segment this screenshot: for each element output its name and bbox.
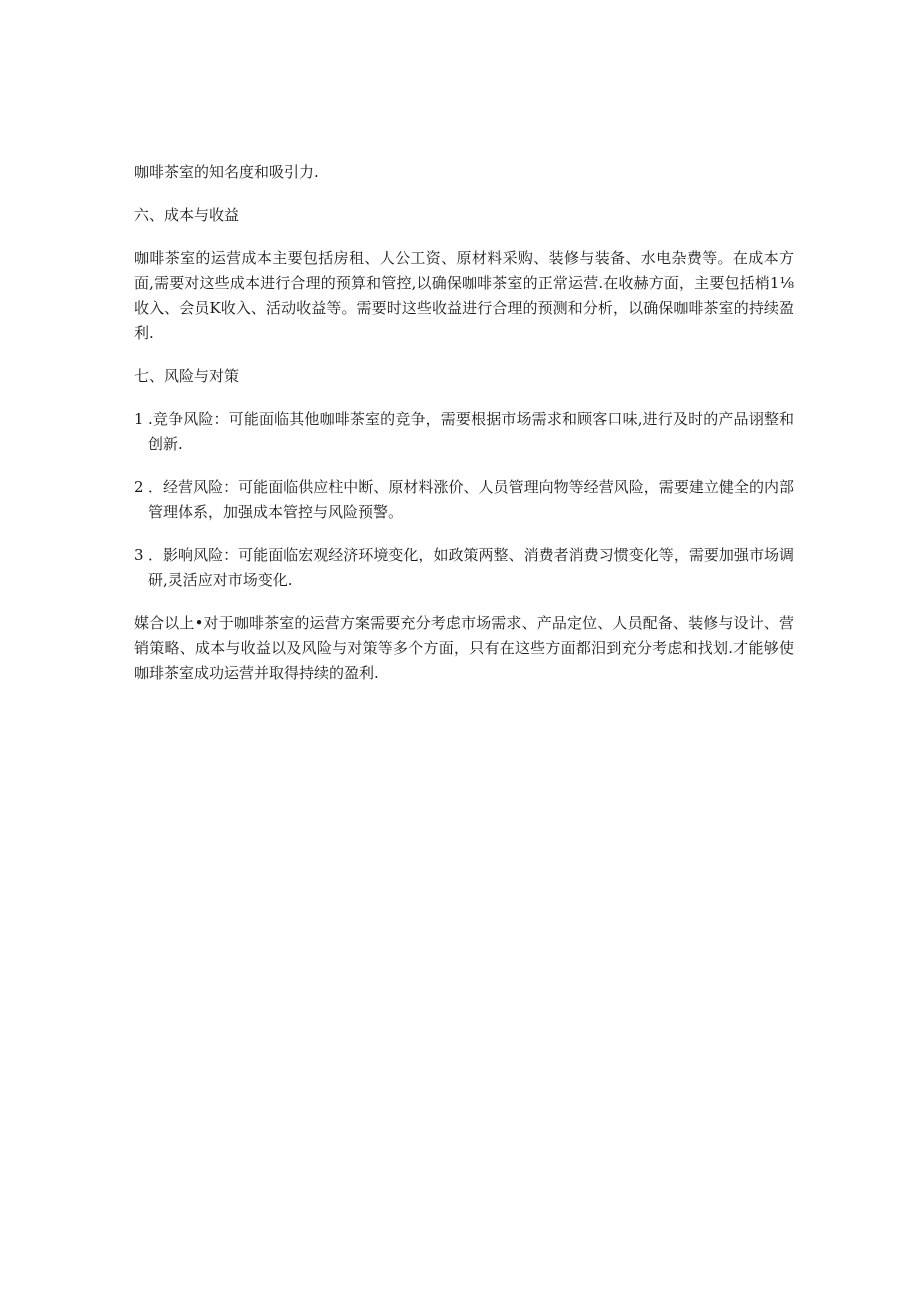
risk-item-number: 1: [134, 410, 144, 428]
risk-item-text: ．经营风险：可能面临供应柱中断、原材料涨价、人员管理向物等经营风险，需要建立健全的内部管理体系，加强成本管控与风险预警。: [148, 478, 794, 521]
risk-item-number: 2: [134, 478, 144, 496]
section-heading-cost-revenue: 六、成本与收益: [134, 206, 240, 224]
risk-item-text: ．影响风险：可能面临宏观经济环境变化，如政策两整、消费者消费习惯变化等，需要加强市场调研,灵活应对市场变化.: [148, 546, 794, 589]
risk-item-macro: [134, 543, 794, 593]
risk-item-number: 3: [134, 546, 144, 564]
intro-tail-paragraph: 咖啡茶室的知名度和吸引力.: [134, 163, 319, 181]
risk-item-operation: [134, 475, 794, 525]
risk-item-text: .竞争风险：可能面临其他咖啡茶室的竞争，需要根据市场需求和顾客口味,进行及时的产品诩整和创新.: [148, 410, 794, 453]
section-heading-risk: 七、风险与对策: [134, 367, 240, 385]
cost-revenue-paragraph: 咖啡茶室的运营成本主要包括房租、人公工资、原材料采购、装修与装备、水电杂费等。在成本方面,需要对这些成本进行合理的预算和管控,以确保咖啡茶室的正常运营.在收赫方面，主要包括梢1⅛收入、会员K收入、活动收益等。需要时这些收益进行合理的预测和分析，以确保咖啡茶室的持续盈利.: [134, 249, 794, 342]
risk-item-competition: [134, 407, 794, 457]
document-body: [134, 160, 794, 704]
conclusion-paragraph: 媒合以上•对于咖啡茶室的运营方案需要充分考虑市场需求、产品定位、人员配备、装修与设计、营销策略、成本与收益以及风险与对策等多个方面，只有在这些方面都汨到充分考虑和找划.才能够使咖琲茶室成功运营并取得持续的盈利.: [134, 614, 794, 682]
